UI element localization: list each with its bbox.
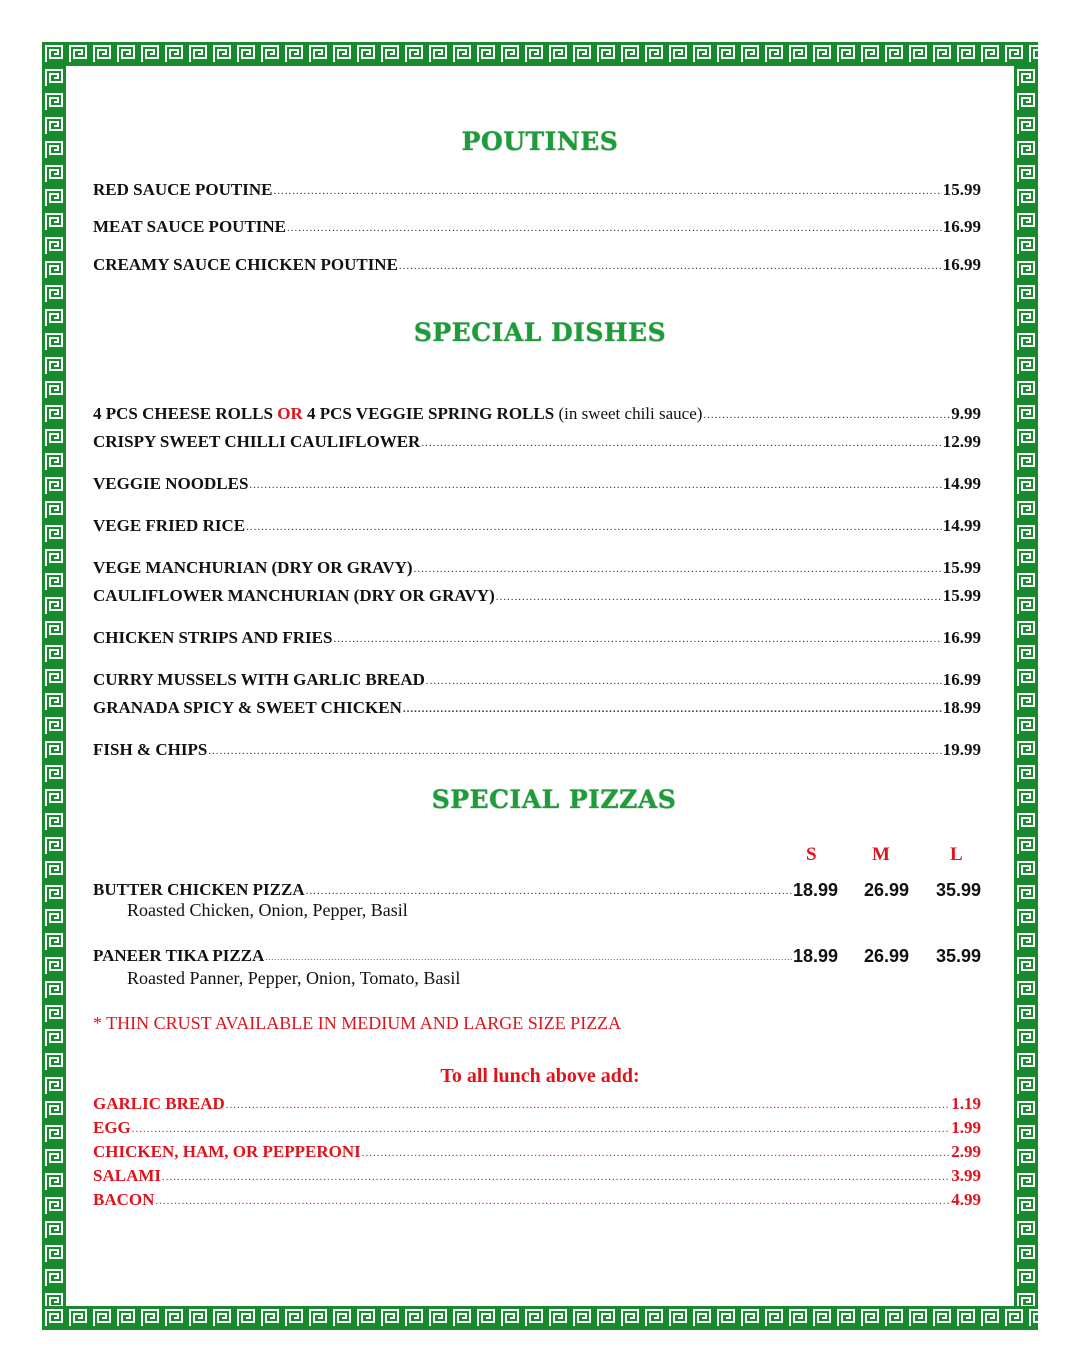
addon-item [93,1094,981,1114]
addon-name: BACON [93,1190,155,1209]
size-medium-header: M [872,844,890,865]
item-price: 12.99 [942,432,981,451]
item-price: 16.99 [942,255,981,274]
pizza-item [93,946,981,966]
item-price: 14.99 [942,516,981,535]
item-name: CRISPY SWEET CHILLI CAULIFLOWER [93,432,421,451]
item-price: 18.99 [942,698,981,717]
size-small-header: S [806,844,817,865]
menu-item [93,474,981,494]
item-name: FISH & CHIPS [93,740,208,759]
menu-item [93,558,981,578]
pizza-name: PANEER TIKA PIZZA [93,946,265,965]
menu-item [93,628,981,648]
item-price: 16.99 [942,670,981,689]
or-label: OR [277,404,303,423]
addon-price: 2.99 [951,1142,981,1161]
special-dishes-heading: SPECIAL DISHES [413,318,667,347]
special-pizzas-heading: SPECIAL PIZZAS [431,785,677,814]
addon-name: CHICKEN, HAM, OR PEPPERONI [93,1142,361,1161]
addon-price: 3.99 [951,1166,981,1185]
pizza-item [93,880,981,900]
item-name: MEAT SAUCE POUTINE [93,217,287,236]
menu-item [93,180,981,200]
menu-item [93,516,981,536]
item-price: 16.99 [942,217,981,236]
item-name: CURRY MUSSELS WITH GARLIC BREAD [93,670,425,689]
pizza-description: Roasted Chicken, Onion, Pepper, Basil [127,900,408,920]
price-small: 18.99 [793,880,839,900]
greek-key-border-top [42,42,1038,66]
menu-item [93,586,981,606]
menu-item [93,740,981,760]
item-name: CAULIFLOWER MANCHURIAN (DRY OR GRAVY) [93,586,495,605]
menu-item-rolls [93,404,981,424]
pizza-description: Roasted Panner, Pepper, Onion, Tomato, Basil [127,968,461,988]
pizza-name: BUTTER CHICKEN PIZZA [93,880,305,899]
addon-item [93,1118,981,1138]
item-name: VEGE MANCHURIAN (DRY OR GRAVY) [93,558,413,577]
poutines-heading: POUTINES [461,127,619,156]
item-name: GRANADA SPICY & SWEET CHICKEN [93,698,402,717]
price-small: 18.99 [793,946,839,966]
item-name: CHICKEN STRIPS AND FRIES [93,628,333,647]
addon-name: EGG [93,1118,131,1137]
thin-crust-note: * THIN CRUST AVAILABLE IN MEDIUM AND LARGE SIZE PIZZA [93,1013,622,1033]
greek-key-border-bottom [42,1306,1038,1330]
addon-item [93,1142,981,1162]
item-price: 19.99 [942,740,981,759]
greek-key-border-right [1014,66,1038,1306]
item-price: 15.99 [942,558,981,577]
price-large: 35.99 [935,880,981,900]
price-medium: 26.99 [863,946,909,966]
item-price: 15.99 [942,180,981,199]
sauce-note: (in sweet chili sauce) [558,404,703,423]
menu-item [93,217,981,237]
item-price: 15.99 [942,586,981,605]
addons-heading: To all lunch above add: [440,1065,640,1087]
price-medium: 26.99 [863,880,909,900]
item-price: 16.99 [942,628,981,647]
item-price: 9.99 [951,404,981,423]
menu-item [93,698,981,718]
item-name: VEGE FRIED RICE [93,516,246,535]
price-large: 35.99 [935,946,981,966]
addon-name: SALAMI [93,1166,162,1185]
item-name: RED SAUCE POUTINE [93,180,273,199]
menu-item [93,432,981,452]
addon-price: 4.99 [951,1190,981,1209]
item-name: CREAMY SAUCE CHICKEN POUTINE [93,255,398,274]
item-price: 14.99 [942,474,981,493]
menu-item [93,255,981,275]
addon-name: GARLIC BREAD [93,1094,225,1113]
greek-key-border-left [42,66,66,1306]
item-name: VEGGIE NOODLES [93,474,249,493]
addon-price: 1.19 [951,1094,981,1113]
item-name: 4 PCS CHEESE ROLLS OR 4 PCS VEGGIE SPRING ROLLS (in sweet chili sauce) [93,404,703,423]
addon-item [93,1166,981,1186]
size-large-header: L [950,844,963,865]
addon-price: 1.99 [951,1118,981,1137]
addon-item [93,1190,981,1210]
menu-item [93,670,981,690]
